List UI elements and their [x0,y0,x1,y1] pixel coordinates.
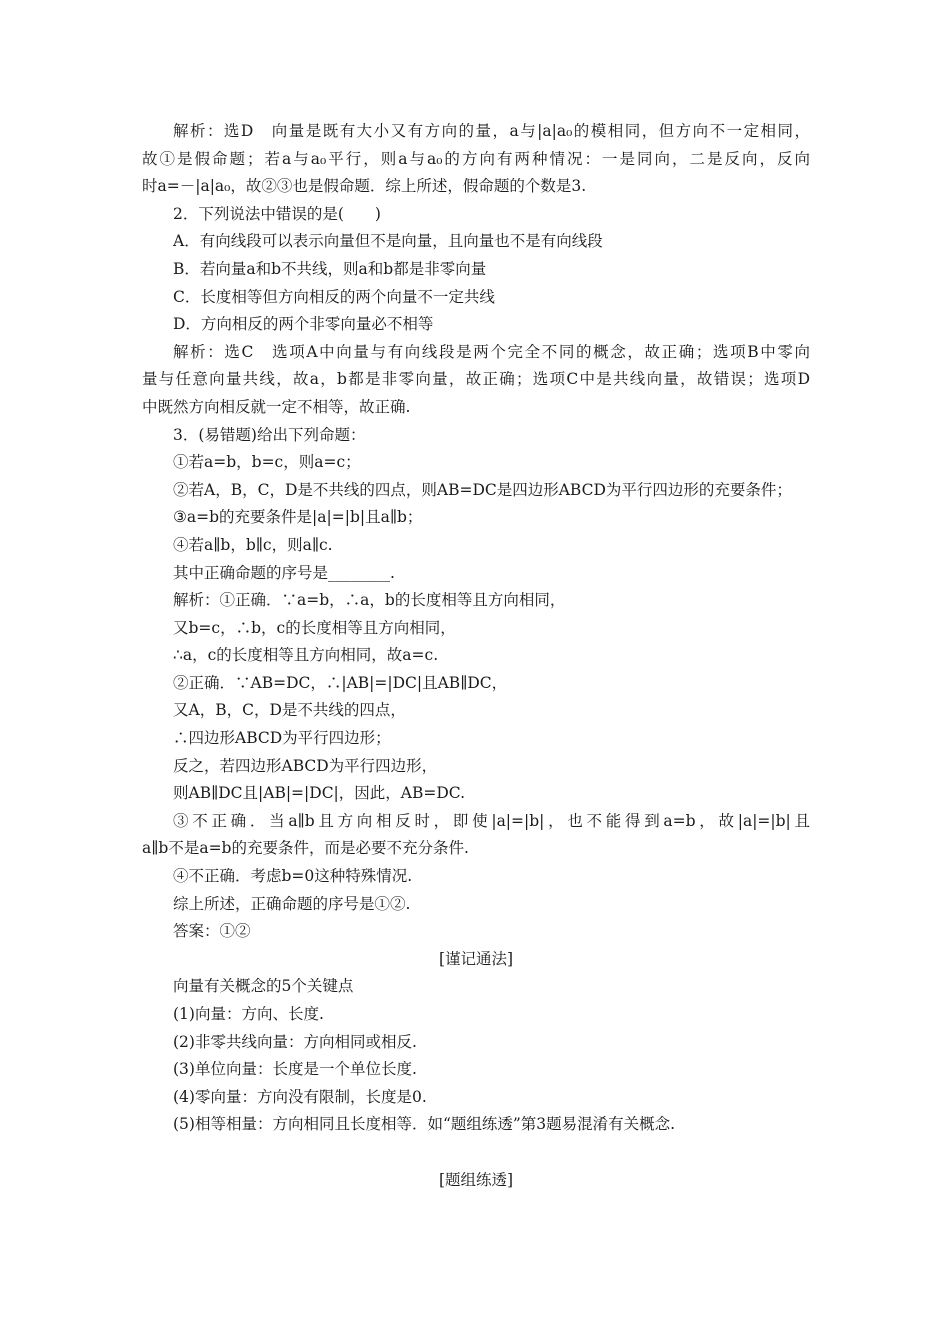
solution-1-line-2: 故①是假命题；若a与a₀平行，则a与a₀的方向有两种情况：一是同向，二是反向，反向 [142,149,810,168]
question-2-stem: 2．下列说法中错误的是( ) [173,204,381,223]
question-3-blank: 其中正确命题的序号是________. [173,563,395,582]
solution-3-line-4: ②正确．∵AB=DC，∴|AB|=|DC|且AB∥DC， [173,673,508,692]
question-3-proposition-3: ③a=b的充要条件是|a|=|b|且a∥b； [173,508,423,527]
method-point-3: (3)单位向量：长度是一个单位长度. [173,1060,417,1079]
method-point-2: (2)非零共线向量：方向相同或相反. [173,1032,417,1051]
solution-3-line-12: 综上所述，正确命题的序号是①②. [173,894,411,913]
question-2-option-b: B．若向量a和b不共线，则a和b都是非零向量 [173,259,487,278]
solution-3-line-9: ③不正确．当a∥b且方向相反时，即使|a|=|b|，也不能得到a=b，故|a|=|b|且 [173,811,810,830]
solution-3-line-2: 又b=c，∴b，c的长度相等且方向相同， [173,618,456,637]
solution-3-line-7: 反之，若四边形ABCD为平行四边形， [173,756,438,775]
solution-3-line-6: ∴四边形ABCD为平行四边形； [173,729,391,748]
question-3-proposition-2: ②若A，B，C，D是不共线的四点，则AB=DC是四边形ABCD为平行四边形的充要条件； [173,480,792,499]
solution-1-line-1: 解析：选D 向量是既有大小又有方向的量，a与|a|a₀的模相同，但方向不一定相同， [173,122,810,140]
section-heading-practice: [题组练透] [438,1170,514,1189]
question-2-option-c: C．长度相等但方向相反的两个向量不一定共线 [173,287,495,306]
document-page [142,118,810,1194]
question-2-option-d: D．方向相反的两个非零向量必不相等 [173,315,434,334]
method-point-4: (4)零向量：方向没有限制，长度是0. [173,1087,427,1106]
answer-3: 答案：①② [173,922,251,941]
solution-3-line-3: ∴a，c的长度相等且方向相同，故a=c. [173,646,439,665]
question-3-stem: 3．(易错题)给出下列命题： [173,425,366,444]
solution-3-line-11: ④不正确．考虑b=0这种特殊情况. [173,867,413,886]
section-spacer [142,1139,810,1167]
solution-3-line-1: 解析：①正确．∵a=b，∴a，b的长度相等且方向相同， [173,591,566,610]
solution-3-line-8: 则AB∥DC且|AB|=|DC|，因此，AB=DC. [173,784,466,803]
method-point-5: (5)相等相量：方向相同且长度相等．如“题组练透”第3题易混淆有关概念. [173,1115,676,1134]
solution-1-line-3: 时a=－|a|a₀，故②③也是假命题．综上所述，假命题的个数是3. [142,177,587,196]
question-2-option-a: A．有向线段可以表示向量但不是向量，且向量也不是有向线段 [173,232,603,251]
section-heading-method: [谨记通法] [438,949,514,968]
question-3-proposition-1: ①若a=b，b=c，则a=c； [173,453,361,472]
solution-3-line-5: 又A，B，C，D是不共线的四点， [173,701,406,720]
method-point-1: (1)向量：方向、长度. [173,1005,324,1023]
solution-2-line-1: 解析：选C 选项A中向量与有向线段是两个完全不同的概念，故正确；选项B中零向 [173,342,810,361]
method-summary-title: 向量有关概念的5个关键点 [173,977,354,996]
question-3-proposition-4: ④若a∥b，b∥c，则a∥c. [173,535,333,554]
solution-2-line-3: 中既然方向相反就一定不相等，故正确. [142,397,411,416]
solution-2-line-2: 量与任意向量共线，故a，b都是非零向量，故正确；选项C中是共线向量，故错误；选项D [142,370,810,389]
solution-3-line-10: a∥b不是a=b的充要条件，而是必要不充分条件. [142,839,469,858]
